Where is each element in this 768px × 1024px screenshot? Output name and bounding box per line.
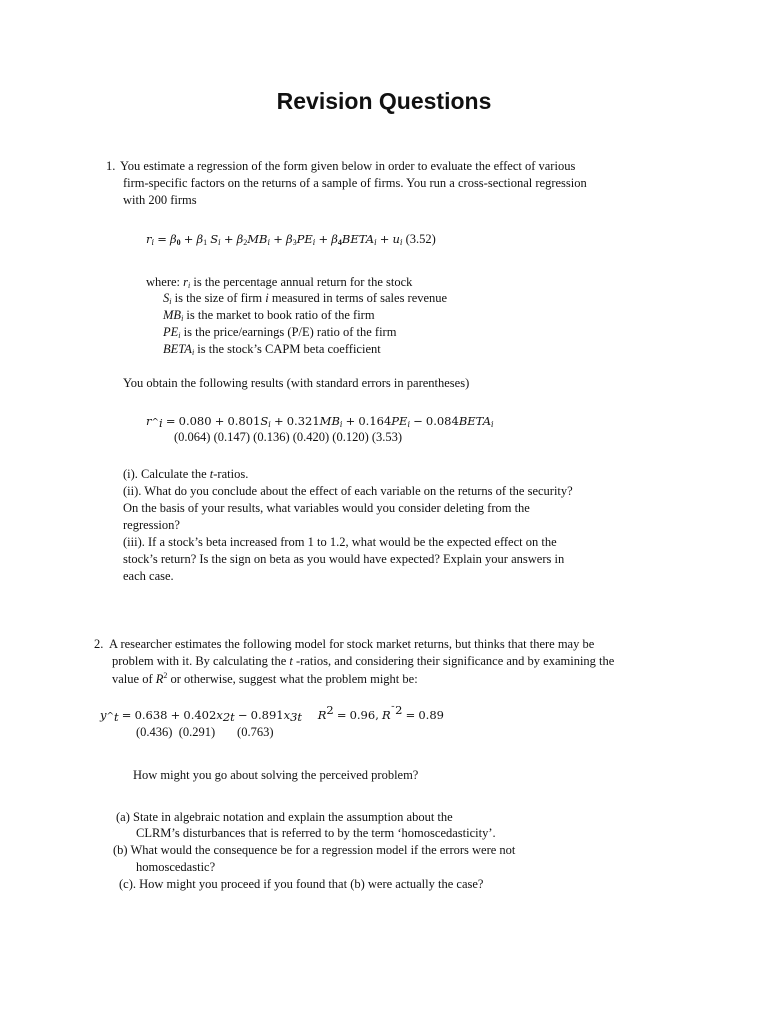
def-size-tail: measured in terms of sales revenue xyxy=(271,291,448,305)
q1-intro-line-3: with 200 firms xyxy=(123,193,197,207)
q1-def-mb: $MB_i$ is the market to book ratio of the firm xyxy=(163,308,375,323)
coef-beta: 0.084 xyxy=(425,414,459,428)
page-title: Revision Questions xyxy=(276,88,492,114)
coef-const: 0.080 xyxy=(178,414,212,428)
q2-line-2-b: -ratios, and considering their significance and by examining the xyxy=(296,654,615,668)
q1-standard-errors: (0.064) (0.147) (0.136) (0.420) (0.120) (3.53) xyxy=(174,430,403,444)
q2-line-1: A researcher estimates the following model for stock market returns, but thinks that there may be xyxy=(109,637,595,651)
q2-r-squared: 0.96 xyxy=(349,708,376,722)
q1-part-ii-line-2: On the basis of your results, what variables would you consider deleting from the xyxy=(123,501,530,515)
def-mb-text: is the market to book ratio of the firm xyxy=(186,308,375,322)
q2-standard-errors: (0.436) (0.291) (0.763) xyxy=(136,725,274,739)
q2-line-2-a: problem with it. By calculating the xyxy=(112,654,287,668)
q2-adj-r-squared: 0.89 xyxy=(418,708,444,722)
q1-part-ii-line-1: (ii). What do you conclude about the effect of each variable on the returns of the security? xyxy=(123,484,573,498)
q2-part-b-line-1: (b) What would the consequence be for a regression model if the errors were not xyxy=(113,843,516,857)
q2-how-question: How might you go about solving the perceived problem? xyxy=(133,768,419,782)
q2-part-a-line-2: CLRM’s disturbances that is referred to by the term ‘homoscedasticity’. xyxy=(136,826,496,840)
q1-fitted-equation: $r\^{}_i = 0.080 + 0.801S_i + 0.321MB_i + 0.164PE_i$ − $0.084BETA_i$ xyxy=(146,414,494,430)
coef-pe: 0.164 xyxy=(358,414,392,428)
q2-fitted-equation: $y\^{}_t = 0.638 + 0.402x_{2t} - 0.891x_{3t}$ $R^2 = 0.96$, $R^{¯2} = 0.89$ xyxy=(100,703,444,724)
q2-line-2: problem with it. By calculating the t -ratios, and considering their significance and by examining the xyxy=(112,654,615,668)
q1-def-pe: $PE_i$ is the price/earnings (P/E) ratio of the firm xyxy=(163,325,397,340)
q1-where-line: where: $r_i$ is the percentage annual return for the stock xyxy=(146,275,413,290)
part-i-tail: -ratios. xyxy=(213,467,249,481)
coef-s: 0.801 xyxy=(227,414,261,428)
def-size-text: is the size of firm xyxy=(174,291,263,305)
q1-model-equation: $r_i = \beta_0 + \beta_1$ $S_i + \beta_2MB_i + \beta_3PE_i$ + $\beta_4BETA_i + u_i$ (3.52) xyxy=(146,232,436,247)
q1-part-ii-line-3: regression? xyxy=(123,518,180,532)
q1-part-iii-line-2: stock’s return? Is the sign on beta as you would have expected? Explain your answers in xyxy=(123,552,565,566)
q2-number: 2. xyxy=(94,637,104,651)
q1-part-iii-line-1: (iii). If a stock’s beta increased from 1 to 1.2, what would be the expected effect on the xyxy=(123,535,557,549)
q2-coef-x3: 0.891 xyxy=(250,708,284,722)
q2-line-3-a: value of xyxy=(112,672,153,686)
q2-part-c: (c). How might you proceed if you found that (b) were actually the case? xyxy=(119,877,484,891)
q1-def-beta: $BETA_i$ is the stock’s CAPM beta coefficient xyxy=(163,342,381,357)
q1-number: 1. xyxy=(106,159,116,173)
q1-intro-line-1: You estimate a regression of the form given below in order to evaluate the effect of various xyxy=(120,159,576,173)
where-label: where: xyxy=(146,275,181,289)
q1-part-iii-line-3: each case. xyxy=(123,569,174,583)
q1-equation-number: (3.52) xyxy=(405,232,436,246)
q2-part-a-line-1: (a) State in algebraic notation and explain the assumption about the xyxy=(116,810,453,824)
def-pe-text: is the price/earnings (P/E) ratio of the firm xyxy=(183,325,397,339)
q2-coef-x2: 0.402 xyxy=(183,708,217,722)
q1-results-intro: You obtain the following results (with standard errors in parentheses) xyxy=(123,376,470,390)
q2-line-3: value of $R^2$ or otherwise, suggest what the problem might be: xyxy=(112,671,418,686)
q1-part-i: (i). Calculate the t-ratios. xyxy=(123,467,249,481)
q2-line-3-b: or otherwise, suggest what the problem might be: xyxy=(170,672,418,686)
part-i-text: (i). Calculate the xyxy=(123,467,207,481)
def-beta-text: is the stock’s CAPM beta coefficient xyxy=(197,342,381,356)
coef-mb: 0.321 xyxy=(286,414,320,428)
q1-intro-line-2: firm-specific factors on the returns of a sample of firms. You run a cross-sectional regression xyxy=(123,176,587,190)
q2-part-b-line-2: homoscedastic? xyxy=(136,860,216,874)
q2-coef-const: 0.638 xyxy=(134,708,168,722)
where-r-definition: is the percentage annual return for the stock xyxy=(193,275,413,289)
q1-def-size: $S_i$ is the size of firm i measured in terms of sales revenue xyxy=(163,291,448,306)
